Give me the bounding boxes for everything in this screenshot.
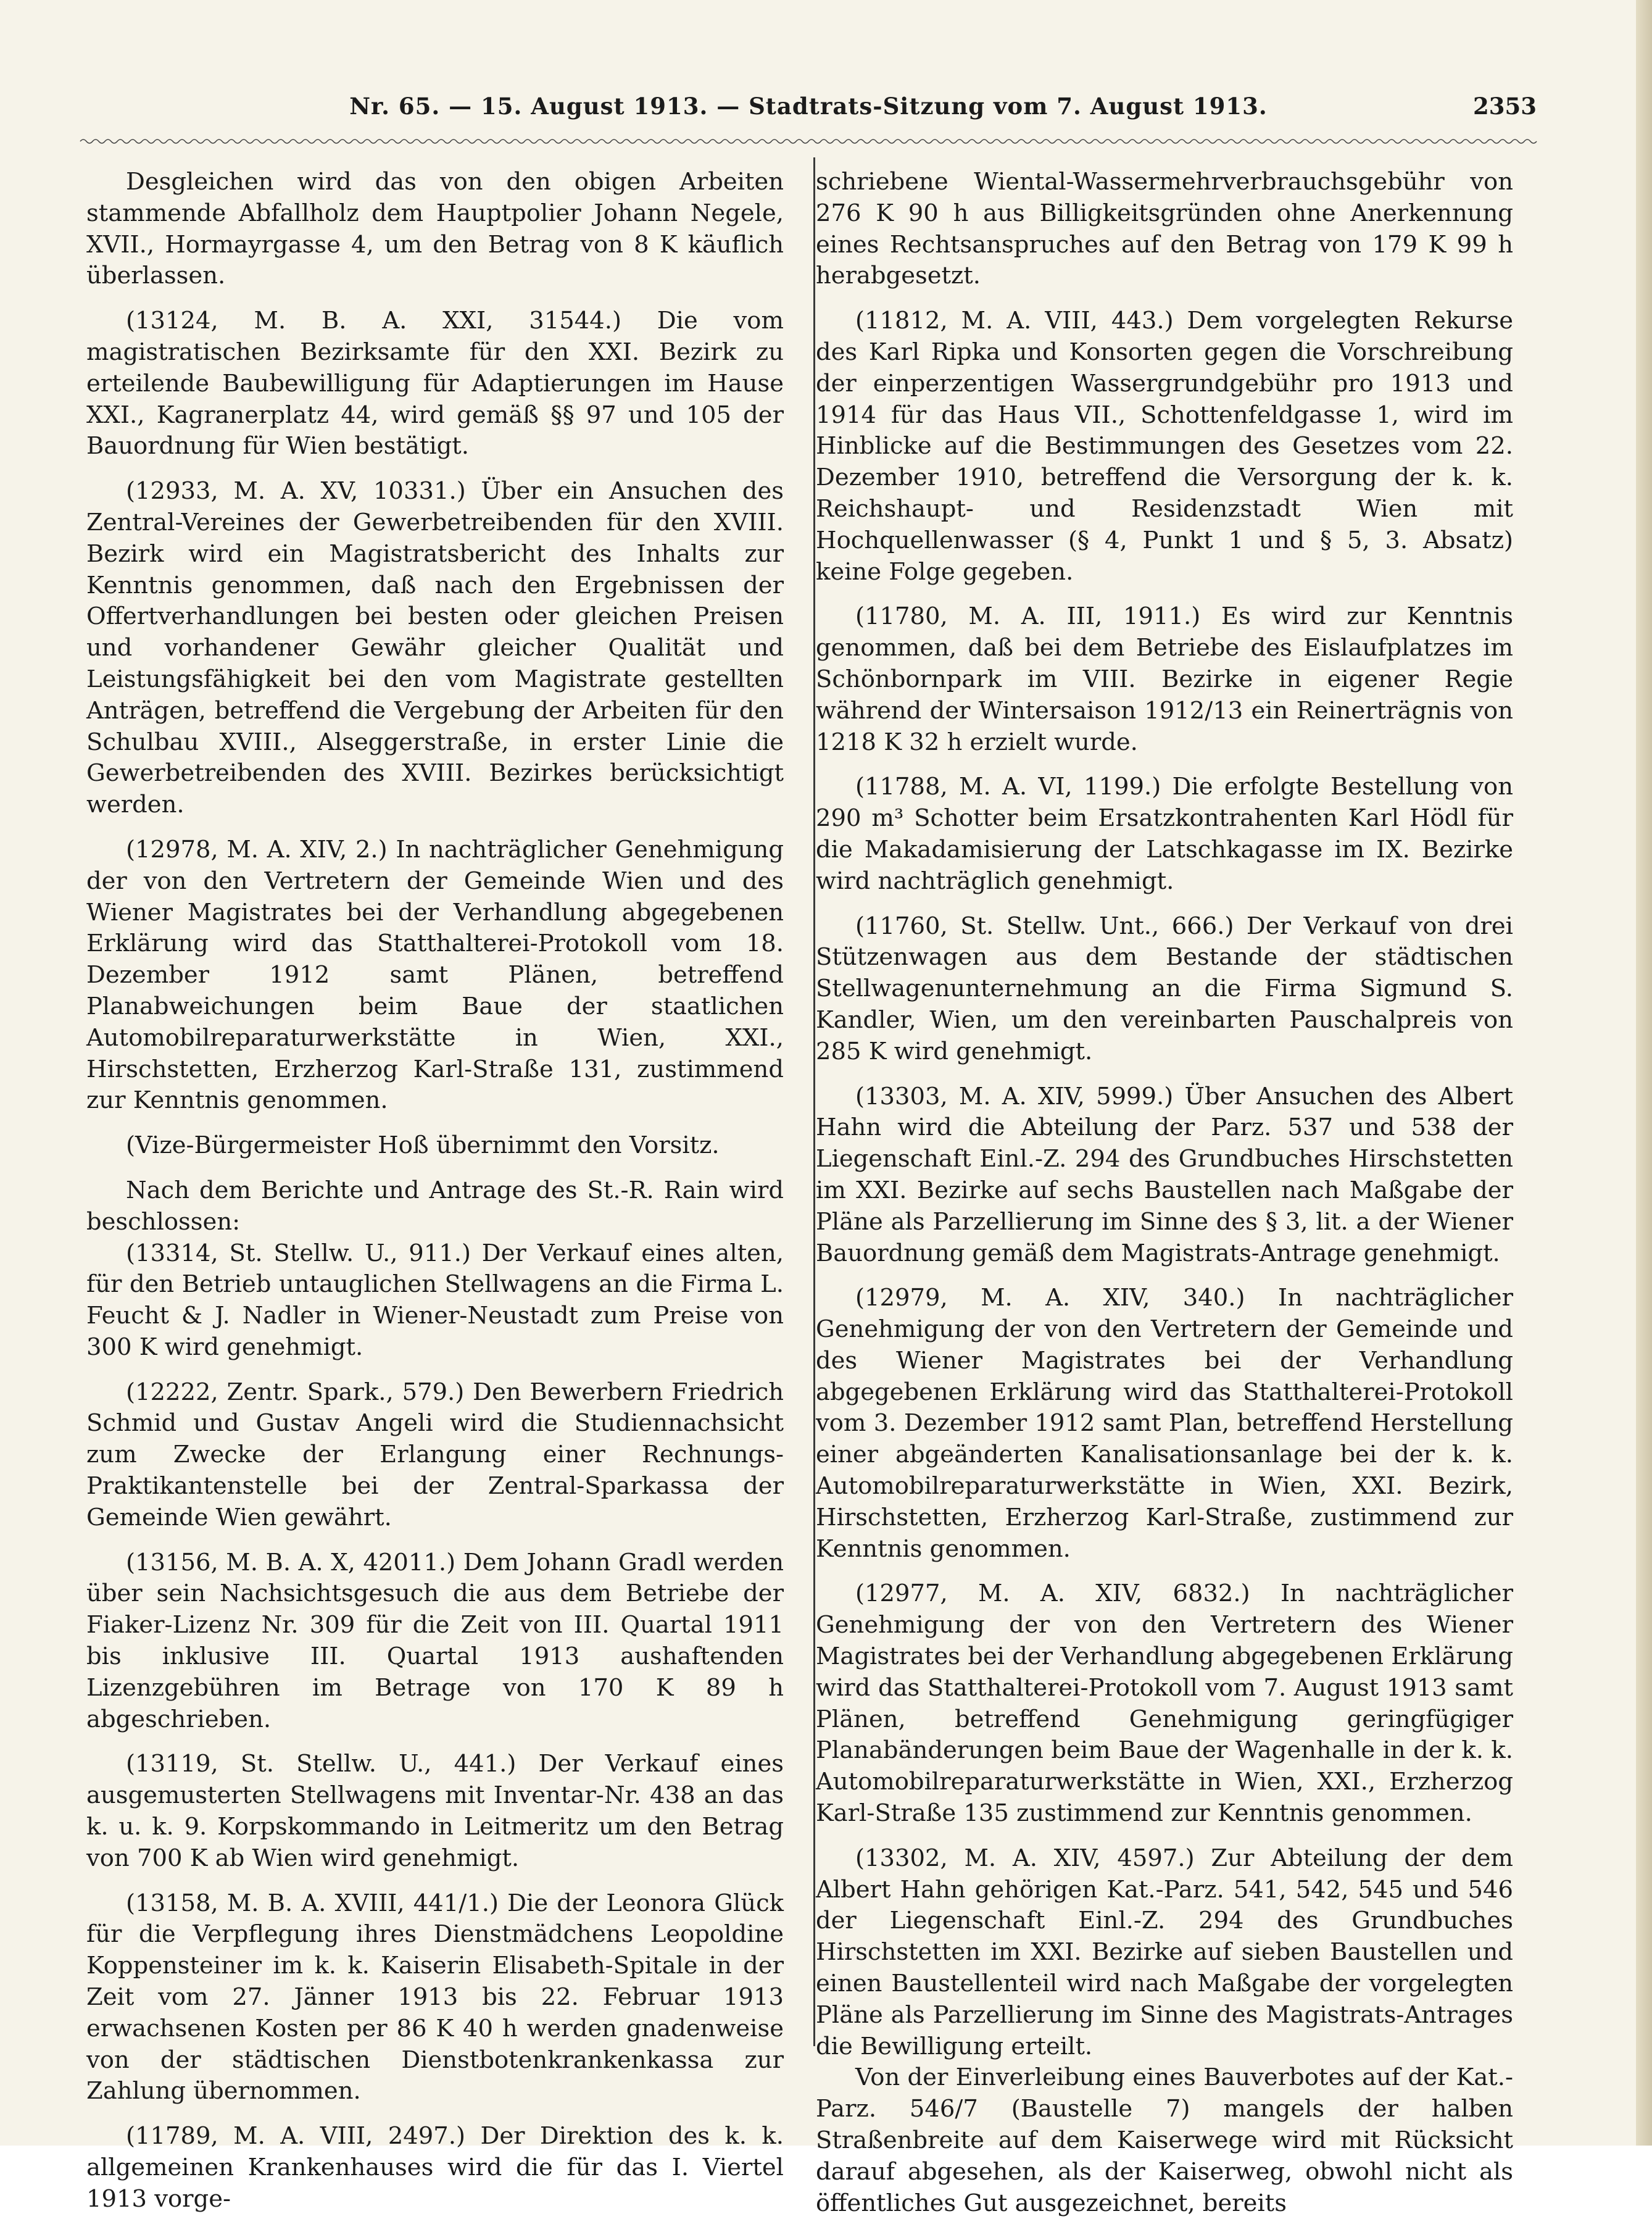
left-column — [86, 167, 784, 2215]
paragraph: (13314, St. Stellw. U., 911.) Der Verkauf eines alten, für den Betrieb untauglichen Stellwagens an die Firma L. Feucht & J. Nadler in Wiener-Neustadt zum Preise von 300 K wird genehmigt. — [86, 1239, 784, 1361]
right-column — [816, 167, 1513, 2219]
paragraph: (13158, M. B. A. XVIII, 441/1.) Die der Leonora Glück für die Verpflegung ihres Dienstmädchens Leopoldine Koppensteiner im k. k. Kaiserin Elisabeth-Spitale in der Zeit vom 27. Jänner 1913 bis 22. Februar 1913 erwachsenen Kosten per 86 K 40 h werden gnadenweise von der städtischen Dienstbotenkrankenkassa zur Zahlung übernommen. — [86, 1889, 784, 2105]
paragraph: (13302, M. A. XIV, 4597.) Zur Abteilung der dem Albert Hahn gehörigen Kat.-Parz. 541, 542, 545 und 546 der Liegenschaft Einl.-Z. 294 des Grundbuches Hirschstetten im XXI. Bezirke auf sieben Baustellen und einen Baustellenteil wird nach Maßgabe der vorgelegten Pläne als Parzellierung im Sinne des Magistrats-Antrages die Bewilligung erteilt. — [816, 1844, 1513, 2060]
paragraph: (13119, St. Stellw. U., 441.) Der Verkauf eines ausgemusterten Stellwagens mit Inventar-Nr. 438 an das k. u. k. 9. Korpskommando in Leitmeritz um den Betrag von 700 K ab Wien wird genehmigt. — [86, 1750, 784, 1872]
paragraph: (12977, M. A. XIV, 6832.) In nachträglicher Genehmigung der von den Vertretern des Wiener Magistrates bei der Verhandlung abgegebenen Erklärung wird das Statthalterei-Protokoll vom 7. August 1913 samt Plänen, betreffend Genehmigung geringfügiger Planabänderungen beim Baue der Wagenhalle in der k. k. Automobilreparaturwerkstätte in Wien, XXI., Erzherzog Karl-Straße 135 zustimmend zur Kenntnis genommen. — [816, 1580, 1513, 1828]
header-wavy-rule — [80, 137, 1537, 146]
page-number: 2353 — [1473, 93, 1537, 120]
paragraph: schriebene Wiental-Wassermehrverbrauchsgebühr von 276 K 90 h aus Billigkeitsgründen ohne Anerkennung eines Rechtsanspruches auf den Betrag von 179 K 99 h herabgesetzt. — [816, 168, 1513, 290]
paragraph: Desgleichen wird das von den obigen Arbeiten stammende Abfallholz dem Hauptpolier Johann Negele, XVII., Hormayrgasse 4, um den Betrag von 8 K käuflich überlassen. — [86, 168, 784, 290]
paragraph: (13124, M. B. A. XXI, 31544.) Die vom magistratischen Bezirksamte für den XXI. Bezirk zu erteilende Baubewilligung für Adaptierungen im Hause XXI., Kagranerplatz 44, wird gemäß §§ 97 und 105 der Bauordnung für Wien bestätigt. — [86, 307, 784, 460]
paragraph: (12979, M. A. XIV, 340.) In nachträglicher Genehmigung der von den Vertretern der Gemeinde und des Wiener Magistrates bei der Verhandlung abgegebenen Erklärung wird das Statthalterei-Protokoll vom 3. Dezember 1912 samt Plan, betreffend Herstellung einer abgeänderten Kanalisationsanlage bei der k. k. Automobilreparaturwerkstätte in Wien, XXI. Bezirk, Hirschstetten, Erzherzog Karl-Straße, zustimmend zur Kenntnis genommen. — [816, 1284, 1513, 1563]
paragraph: (13303, M. A. XIV, 5999.) Über Ansuchen des Albert Hahn wird die Abteilung der Parz. 537 und 538 der Liegenschaft Einl.-Z. 294 des Grundbuches Hirschstetten im XXI. Bezirke auf sechs Baustellen nach Maßgabe der Pläne als Parzellierung im Sinne des § 3, lit. a der Wiener Bauordnung gemäß dem Magistrats-Antrage genehmigt. — [816, 1082, 1513, 1267]
paragraph: Nach dem Berichte und Antrage des St.-R. Rain wird beschlossen: — [86, 1176, 784, 1236]
paragraph: (12933, M. A. XV, 10331.) Über ein Ansuchen des Zentral-Vereines der Gewerbetreibenden für den XVIII. Bezirk wird ein Magistratsbericht des Inhalts zur Kenntnis genommen, daß nach den Ergebnissen der Offertverhandlungen bei besten oder gleichen Preisen und vorhandener Gewähr gleicher Qualität und Leistungsfähigkeit bei den vom Magistrate gestellten Anträgen, betreffend die Vergebung der Arbeiten für den Schulbau XVIII., Alseggerstraße, in erster Linie die Gewerbetreibenden des XVIII. Bezirkes berücksichtigt werden. — [86, 477, 784, 819]
paragraph: (12222, Zentr. Spark., 579.) Den Bewerbern Friedrich Schmid und Gustav Angeli wird die Studiennachsicht zum Zwecke der Erlangung einer Rechnungs-Praktikantenstelle bei der Zentral-Sparkassa der Gemeinde Wien gewährt. — [86, 1378, 784, 1531]
page-edge — [1636, 0, 1652, 2146]
column-divider — [813, 157, 815, 2046]
header-title: Nr. 65. — 15. August 1913. — Stadtrats-Sitzung vom 7. August 1913. — [349, 93, 1268, 120]
paragraph: (11789, M. A. VIII, 2497.) Der Direktion des k. k. allgemeinen Krankenhauses wird die für das I. Viertel 1913 vorge- — [86, 2122, 784, 2213]
paragraph: (11780, M. A. III, 1911.) Es wird zur Kenntnis genommen, daß bei dem Betriebe des Eislaufplatzes im Schönbornpark im VIII. Bezirke in eigener Regie während der Wintersaison 1912/13 ein Reinerträgnis von 1218 K 32 h erzielt wurde. — [816, 602, 1513, 756]
paragraph: Von der Einverleibung eines Bauverbotes auf der Kat.-Parz. 546/7 (Baustelle 7) mangels der halben Straßenbreite auf dem Kaiserwege wird mit Rücksicht darauf abgesehen, als der Kaiserweg, obwohl nicht als öffentliches Gut ausgezeichnet, bereits — [816, 2063, 1513, 2217]
paragraph: (13156, M. B. A. X, 42011.) Dem Johann Gradl werden über sein Nachsichtsgesuch die aus dem Betriebe der Fiaker-Lizenz Nr. 309 für die Zeit von III. Quartal 1911 bis inklusive III. Quartal 1913 aushaftenden Lizenzgebühren im Betrage von 170 K 89 h abgeschrieben. — [86, 1548, 784, 1733]
paragraph: (11812, M. A. VIII, 443.) Dem vorgelegten Rekurse des Karl Ripka und Konsorten gegen die Vorschreibung der einperzentigen Wassergrundgebühr pro 1913 und 1914 für das Haus VII., Schottenfeldgasse 1, wird im Hinblicke auf die Bestimmungen des Gesetzes vom 22. Dezember 1910, betreffend die Versorgung der k. k. Reichshaupt- und Residenzstadt Wien mit Hochquellenwasser (§ 4, Punkt 1 und § 5, 3. Absatz) keine Folge gegeben. — [816, 307, 1513, 586]
paragraph: (11788, M. A. VI, 1199.) Die erfolgte Bestellung von 290 m³ Schotter beim Ersatzkontrahenten Karl Hödl für die Makadamisierung der Latschkagasse im IX. Bezirke wird nachträglich genehmigt. — [816, 773, 1513, 895]
paragraph: (11760, St. Stellw. Unt., 666.) Der Verkauf von drei Stützenwagen aus dem Bestande der städtischen Stellwagenunternehmung an die Firma Sigmund S. Kandler, Wien, um den vereinbarten Pauschalpreis von 285 K wird genehmigt. — [816, 912, 1513, 1065]
page-header — [80, 93, 1537, 130]
paragraph: (12978, M. A. XIV, 2.) In nachträglicher Genehmigung der von den Vertretern der Gemeinde Wien und des Wiener Magistrates bei der Verhandlung abgegebenen Erklärung wird das Statthalterei-Protokoll vom 18. Dezember 1912 samt Plänen, betreffend Planabweichungen beim Baue der staatlichen Automobilreparaturwerkstätte in Wien, XXI., Hirschstetten, Erzherzog Karl-Straße 131, zustimmend zur Kenntnis genommen. — [86, 835, 784, 1115]
paragraph: (Vize-Bürgermeister Hoß übernimmt den Vorsitz. — [126, 1131, 720, 1160]
